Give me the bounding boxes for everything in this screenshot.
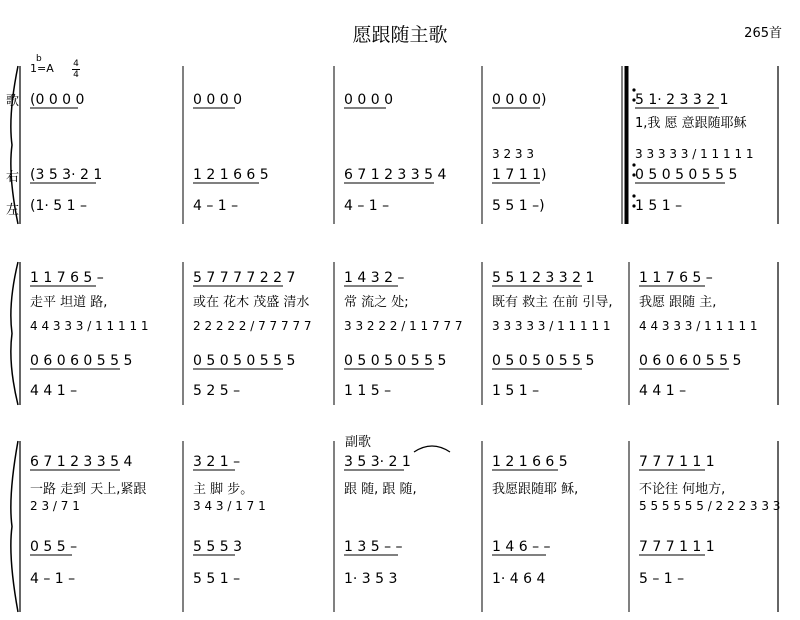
time-denominator: 4 bbox=[73, 70, 79, 80]
right-hand-measure: 1 2 1 6 6 5 bbox=[193, 167, 269, 183]
left-hand-measure: 5 2 5 – bbox=[193, 383, 241, 399]
key-main: 1=A bbox=[30, 62, 54, 75]
left-hand-measure: 1 1 5 – bbox=[344, 383, 392, 399]
left-hand-measure: 5 – 1 – bbox=[639, 571, 685, 587]
right-upper-measure: 4 4 3 3 3 / 1 1 1 1 1 bbox=[30, 319, 149, 333]
voice-label: 歌 bbox=[6, 94, 20, 109]
right-hand-measure: 0 5 0 5 0 5 5 5 bbox=[193, 353, 296, 369]
flat-sign: b bbox=[36, 54, 42, 64]
hymn-number: 265首 bbox=[744, 26, 782, 41]
melody-measure: 5 1· 2 3 3 2 1 bbox=[635, 92, 729, 108]
left-hand-measure: 4 – 1 – bbox=[193, 198, 239, 214]
lyric-measure: 主 脚 步。 bbox=[193, 482, 254, 497]
melody-measure: 5 7 7 7 7 2 2 7 bbox=[193, 270, 296, 286]
right-upper-measure: 3 2 3 3 bbox=[492, 147, 534, 161]
left-hand-measure: 1 5 1 – bbox=[492, 383, 540, 399]
left-hand-measure: 5 5 1 –) bbox=[492, 198, 545, 214]
melody-measure: 1 4 3 2 – bbox=[344, 270, 405, 286]
right-upper-measure: 4 4 3 3 3 / 1 1 1 1 1 bbox=[639, 319, 758, 333]
right-hand-measure: 1 7 1 1) bbox=[492, 167, 547, 183]
system-brace bbox=[11, 441, 18, 612]
melody-measure: 3 5 3· 2 1 bbox=[344, 454, 411, 470]
lyric-measure: 我愿 跟随 主, bbox=[639, 295, 717, 310]
right-hand-measure: 0 5 0 5 0 5 5 5 bbox=[492, 353, 595, 369]
left-hand-label: 左 bbox=[6, 203, 20, 218]
right-hand-measure: 0 5 0 5 0 5 5 5 bbox=[344, 353, 447, 369]
melody-measure: 0 0 0 0 bbox=[344, 92, 393, 108]
left-hand-measure: 4 – 1 – bbox=[344, 198, 390, 214]
left-hand-measure: 4 – 1 – bbox=[30, 571, 76, 587]
right-hand-measure: 0 6 0 6 0 5 5 5 bbox=[30, 353, 133, 369]
right-upper-measure: 3 3 2 2 2 / 1 1 7 7 7 bbox=[344, 319, 463, 333]
lyric-measure: 1,我 愿 意跟随耶稣 bbox=[635, 116, 747, 131]
lyric-measure: 既有 救主 在前 引导, bbox=[492, 295, 613, 310]
melody-measure: 1 1 7 6 5 – bbox=[30, 270, 104, 286]
chorus-label: 副歌 bbox=[345, 435, 372, 450]
melody-measure: 7 7 7 1 1 1 bbox=[639, 454, 715, 470]
right-upper-measure: 3 4 3 / 1 7 1 bbox=[193, 499, 266, 513]
right-hand-measure: 7 7 7 1 1 1 bbox=[639, 539, 715, 555]
left-hand-measure: (1· 5 1 – bbox=[30, 198, 87, 214]
right-hand-measure: (3 5 3· 2 1 bbox=[30, 167, 103, 183]
right-upper-measure: 3 3 3 3 3 / 1 1 1 1 1 bbox=[635, 147, 754, 161]
lyric-measure: 不论往 何地方, bbox=[639, 482, 726, 497]
tie-arc bbox=[414, 446, 450, 452]
melody-measure: (0 0 0 0 bbox=[30, 92, 85, 108]
melody-measure: 5 5 1 2 3 3 2 1 bbox=[492, 270, 595, 286]
right-upper-measure: 3 3 3 3 3 / 1 1 1 1 1 bbox=[492, 319, 611, 333]
right-hand-measure: 5 5 5 3 bbox=[193, 539, 242, 555]
right-hand-measure: 1 3 5 – – bbox=[344, 539, 403, 555]
right-hand-label: 右 bbox=[6, 170, 20, 185]
song-title: 愿跟随主歌 bbox=[352, 24, 448, 46]
right-hand-measure: 0 5 0 5 0 5 5 5 bbox=[635, 167, 738, 183]
melody-measure: 0 0 0 0 bbox=[193, 92, 242, 108]
lyric-measure: 常 流之 处; bbox=[344, 295, 409, 310]
melody-measure: 1 1 7 6 5 – bbox=[639, 270, 713, 286]
left-hand-measure: 1 5 1 – bbox=[635, 198, 683, 214]
melody-measure: 0 0 0 0) bbox=[492, 92, 547, 108]
left-hand-measure: 1· 4 6 4 bbox=[492, 571, 546, 587]
lyric-measure: 跟 随, 跟 随, bbox=[344, 482, 417, 497]
right-hand-measure: 1 4 6 – – bbox=[492, 539, 551, 555]
lyric-measure: 或在 花木 茂盛 清水 bbox=[193, 295, 310, 310]
melody-measure: 6 7 1 2 3 3 5 4 bbox=[30, 454, 133, 470]
lyric-measure: 走平 坦道 路, bbox=[30, 295, 108, 310]
right-hand-measure: 0 5 5 – bbox=[30, 539, 78, 555]
lyric-measure: 一路 走到 天上,紧跟 bbox=[30, 482, 147, 497]
right-hand-measure: 6 7 1 2 3 3 5 4 bbox=[344, 167, 447, 183]
right-upper-measure: 2 2 2 2 2 / 7 7 7 7 7 bbox=[193, 319, 312, 333]
right-upper-measure: 5 5 5 5 5 5 / 2 2 2 3 3 3 bbox=[639, 499, 781, 513]
left-hand-measure: 4 4 1 – bbox=[30, 383, 78, 399]
left-hand-measure: 4 4 1 – bbox=[639, 383, 687, 399]
right-upper-measure: 2 3 / 7 1 bbox=[30, 499, 80, 513]
system-brace bbox=[11, 66, 18, 224]
melody-measure: 3 2 1 – bbox=[193, 454, 241, 470]
system-brace bbox=[11, 262, 18, 405]
lyric-measure: 我愿跟随耶 稣, bbox=[492, 482, 579, 497]
time-numerator: 4 bbox=[73, 59, 79, 69]
left-hand-measure: 1· 3 5 3 bbox=[344, 571, 398, 587]
right-hand-measure: 0 6 0 6 0 5 5 5 bbox=[639, 353, 742, 369]
melody-measure: 1 2 1 6 6 5 bbox=[492, 454, 568, 470]
left-hand-measure: 5 5 1 – bbox=[193, 571, 241, 587]
